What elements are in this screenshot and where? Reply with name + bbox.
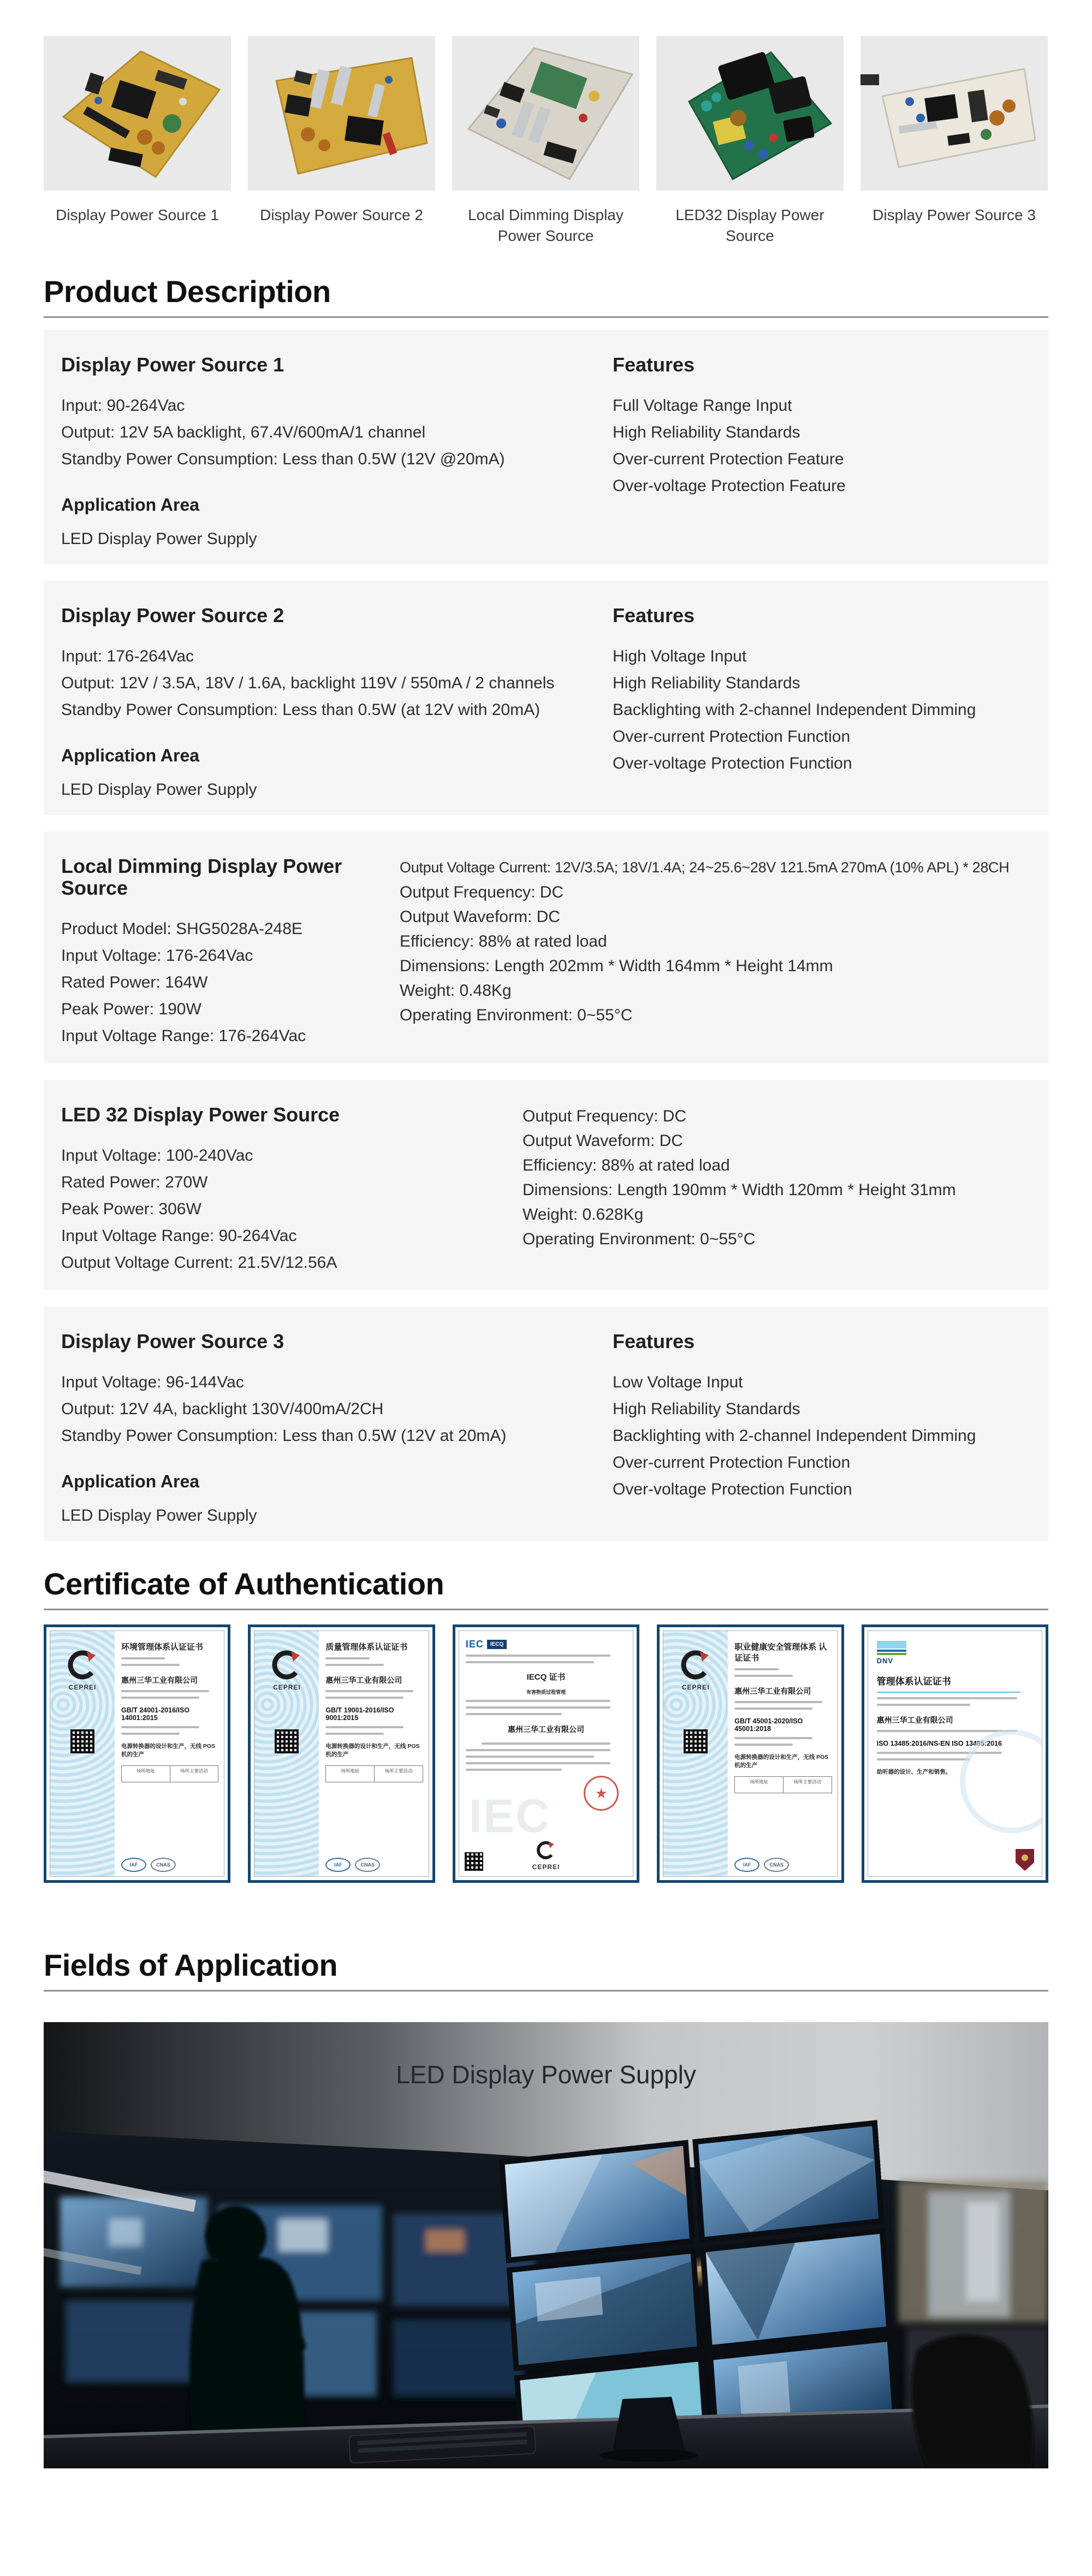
certificate-title: 管理体系认证证书 bbox=[876, 1676, 951, 1687]
card-title: Local Dimming Display Power Source bbox=[61, 855, 342, 899]
certificates-heading: Certificate of Authentication bbox=[44, 1567, 444, 1601]
spec-line: Input: 176-264Vac bbox=[61, 647, 194, 665]
gallery-caption-5: Display Power Source 3 bbox=[873, 206, 1036, 223]
spec-card-display-power-source-3 bbox=[44, 1307, 1048, 1541]
application-area-value: LED Display Power Supply bbox=[61, 530, 257, 548]
feature-line: Over-current Protection Function bbox=[613, 728, 851, 746]
certificate-standard: ISO 13485:2016/NS-EN ISO 13485:2016 bbox=[876, 1740, 1002, 1747]
spec-line: Output: 12V 5A backlight, 67.4V/600mA/1 channel bbox=[61, 423, 426, 441]
gallery-caption-4: LED32 Display Power Source bbox=[675, 206, 824, 244]
card-title: Display Power Source 1 bbox=[61, 353, 284, 376]
cnas-badge-icon: CNAS bbox=[151, 1858, 176, 1872]
spec-line: Input: 90-264Vac bbox=[61, 397, 185, 415]
card-title: Display Power Source 3 bbox=[61, 1330, 284, 1352]
spec-line: Efficiency: 88% at rated load bbox=[523, 1156, 730, 1174]
certificate-company: 惠州三华工业有限公司 bbox=[121, 1676, 198, 1685]
dnv-logo-icon bbox=[877, 1641, 1033, 1665]
certificate-watermark-strip bbox=[254, 1631, 319, 1876]
features-heading: Features bbox=[613, 604, 695, 627]
certificate-scope: 助听器的设计、生产和销售。 bbox=[876, 1769, 952, 1775]
spec-line: Output Voltage Current: 12V/3.5A; 18V/1.4A; 24~25.6~28V 121.5mA 270mA (10% APL) * 28CH bbox=[400, 859, 1010, 876]
ceprei-logo-label: CEPREI bbox=[532, 1863, 560, 1871]
iec-watermark: IEC bbox=[468, 1790, 551, 1842]
gallery-item-3[interactable] bbox=[452, 36, 639, 246]
ceprei-logo-label: CEPREI bbox=[273, 1683, 301, 1691]
ceprei-logo-label: CEPREI bbox=[68, 1683, 97, 1691]
gallery-caption-1: Display Power Source 1 bbox=[56, 206, 219, 223]
qr-code-icon bbox=[684, 1729, 708, 1753]
table-col-2: 场所主要活动 bbox=[374, 1766, 423, 1782]
table-col-1: 场所地址 bbox=[341, 1768, 360, 1774]
pcb-board-illustration bbox=[860, 36, 1048, 191]
certificate-environmental bbox=[44, 1624, 230, 1883]
application-photo-label: LED Display Power Supply bbox=[396, 2060, 696, 2089]
iec-logo-icon: IEC bbox=[465, 1639, 484, 1650]
gallery-caption-3: Local Dimming Display Power Source bbox=[468, 206, 624, 244]
spec-line: Operating Environment: 0~55°C bbox=[523, 1230, 756, 1248]
heading-divider bbox=[44, 316, 1048, 318]
spec-line: Dimensions: Length 190mm * Width 120mm * Height 31mm bbox=[523, 1181, 956, 1199]
spec-line: Rated Power: 164W bbox=[61, 973, 208, 991]
iecq-logo-icon: IECQ bbox=[487, 1640, 507, 1649]
spec-line: Input Voltage: 176-264Vac bbox=[61, 947, 253, 965]
qr-code-icon bbox=[275, 1729, 299, 1753]
product-photo-1 bbox=[44, 36, 231, 191]
certificate-company: 惠州三华工业有限公司 bbox=[734, 1687, 811, 1695]
spec-line: Standby Power Consumption: Less than 0.5W (12V at 20mA) bbox=[61, 1427, 507, 1445]
certificate-scope: 电源转换器的设计和生产，无线 POS 机的生产 bbox=[325, 1743, 420, 1758]
iaf-badge-icon: IAF bbox=[121, 1858, 146, 1872]
spec-line: Peak Power: 190W bbox=[61, 1000, 201, 1018]
spec-line: Operating Environment: 0~55°C bbox=[400, 1006, 633, 1024]
product-photo-2 bbox=[248, 36, 435, 191]
application-area-heading: Application Area bbox=[61, 495, 200, 515]
features-heading: Features bbox=[613, 1330, 695, 1352]
cnas-badge-icon: CNAS bbox=[764, 1858, 789, 1872]
spec-line: Dimensions: Length 202mm * Width 164mm * Height 14mm bbox=[400, 957, 833, 975]
spec-card-led32 bbox=[44, 1080, 1048, 1290]
certificate-company: 惠州三华工业有限公司 bbox=[876, 1716, 953, 1724]
dnv-logo-label: DNV bbox=[876, 1657, 894, 1665]
certificate-occupational-health bbox=[657, 1624, 844, 1883]
spec-line: Efficiency: 88% at rated load bbox=[400, 932, 607, 950]
feature-line: Low Voltage Input bbox=[613, 1373, 743, 1391]
certificate-iecq bbox=[453, 1624, 639, 1883]
feature-line: High Voltage Input bbox=[613, 647, 747, 665]
spec-card-display-power-source-1 bbox=[44, 330, 1048, 564]
certificate-watermark-strip bbox=[663, 1631, 728, 1876]
feature-line: Backlighting with 2-channel Independent Dimming bbox=[613, 1427, 976, 1445]
certificate-scope: 电源转换器的设计和生产，无线 POS 机的生产 bbox=[121, 1743, 216, 1758]
spec-line: Output: 12V / 3.5A, 18V / 1.6A, backlight 119V / 550mA / 2 channels bbox=[61, 674, 555, 692]
ceprei-logo-icon bbox=[65, 1646, 100, 1681]
spec-line: Output Waveform: DC bbox=[523, 1132, 683, 1150]
certificate-company: 惠州三华工业有限公司 bbox=[508, 1725, 585, 1734]
spec-line: Standby Power Consumption: Less than 0.5W (12V @20mA) bbox=[61, 450, 505, 468]
certificate-title: IECQ 证书 bbox=[526, 1673, 566, 1682]
dnv-crest-icon bbox=[1016, 1849, 1034, 1871]
feature-line: Over-current Protection Feature bbox=[613, 450, 844, 468]
red-stamp-icon: ★ bbox=[584, 1776, 619, 1811]
qr-code-icon bbox=[70, 1729, 94, 1753]
ceprei-logo-icon bbox=[535, 1839, 557, 1860]
certificate-table bbox=[325, 1765, 423, 1782]
spec-line: Input Voltage: 96-144Vac bbox=[61, 1373, 244, 1391]
feature-line: Full Voltage Range Input bbox=[613, 397, 792, 415]
spec-line: Output Waveform: DC bbox=[400, 908, 560, 926]
gallery-caption-2: Display Power Source 2 bbox=[260, 206, 423, 223]
ceprei-logo-icon bbox=[678, 1646, 713, 1681]
certificate-standard: GB/T 24001-2016/ISO 14001:2015 bbox=[121, 1706, 190, 1722]
spec-line: Standby Power Consumption: Less than 0.5W (at 12V with 20mA) bbox=[61, 701, 541, 719]
spec-line: Output: 12V 4A, backlight 130V/400mA/2CH bbox=[61, 1400, 384, 1418]
fields-of-application-heading: Fields of Application bbox=[44, 1948, 338, 1982]
certificate-dnv bbox=[862, 1624, 1048, 1883]
card-title: Display Power Source 2 bbox=[61, 604, 284, 627]
gallery-item-2[interactable] bbox=[248, 36, 435, 246]
spec-card-local-dimming bbox=[44, 831, 1048, 1064]
spec-line: Input Voltage Range: 176-264Vac bbox=[61, 1027, 306, 1045]
card-title: LED 32 Display Power Source bbox=[61, 1103, 340, 1126]
control-room-illustration bbox=[44, 2022, 1048, 2468]
table-col-1: 场所地址 bbox=[750, 1779, 769, 1785]
page-content bbox=[44, 0, 1048, 2496]
gallery-item-4[interactable] bbox=[656, 36, 844, 246]
certificate-quality bbox=[248, 1624, 435, 1883]
product-photo-3 bbox=[452, 36, 639, 191]
certificate-standard: GB/T 45001-2020/ISO 45001:2018 bbox=[734, 1717, 803, 1733]
certificate-title: 环境管理体系认证证书 bbox=[121, 1643, 204, 1652]
spec-line: Peak Power: 306W bbox=[61, 1200, 201, 1218]
pcb-board-illustration bbox=[44, 36, 231, 191]
ceprei-logo-label: CEPREI bbox=[681, 1683, 710, 1691]
certificate-title: 职业健康安全管理体系 认证证书 bbox=[734, 1643, 827, 1663]
feature-line: Over-current Protection Function bbox=[613, 1454, 851, 1472]
certificate-table bbox=[734, 1776, 832, 1793]
feature-line: High Reliability Standards bbox=[613, 1400, 800, 1418]
certificate-scope: 电源转换器的设计和生产，无线 POS 机的生产 bbox=[734, 1754, 829, 1769]
spec-line: Output Voltage Current: 21.5V/12.56A bbox=[61, 1254, 337, 1272]
spec-line: Output Frequency: DC bbox=[523, 1107, 687, 1125]
feature-line: Over-voltage Protection Function bbox=[613, 754, 852, 772]
certificate-subtitle: 有害物质过程管理 bbox=[526, 1689, 566, 1695]
application-area-value: LED Display Power Supply bbox=[61, 1506, 257, 1525]
table-col-1: 场所地址 bbox=[136, 1768, 155, 1774]
product-photo-5 bbox=[860, 36, 1048, 191]
spec-cards bbox=[44, 330, 1048, 1541]
product-gallery bbox=[44, 0, 1048, 246]
gallery-item-5[interactable] bbox=[860, 36, 1048, 246]
spec-line: Input Voltage: 100-240Vac bbox=[61, 1147, 253, 1165]
product-description-heading: Product Description bbox=[44, 274, 331, 309]
feature-line: Over-voltage Protection Function bbox=[613, 1480, 852, 1498]
iaf-badge-icon: IAF bbox=[734, 1858, 759, 1872]
qr-code-icon bbox=[465, 1852, 483, 1871]
application-area-heading: Application Area bbox=[61, 746, 200, 765]
table-col-2: 场所主要活动 bbox=[170, 1766, 218, 1782]
pcb-board-illustration bbox=[452, 36, 639, 191]
spec-line: Weight: 0.628Kg bbox=[523, 1206, 644, 1224]
feature-line: Backlighting with 2-channel Independent Dimming bbox=[613, 701, 976, 719]
ceprei-logo-icon bbox=[269, 1646, 304, 1681]
features-heading: Features bbox=[613, 353, 695, 376]
product-photo-4 bbox=[656, 36, 844, 191]
iaf-badge-icon: IAF bbox=[325, 1858, 351, 1872]
application-area-value: LED Display Power Supply bbox=[61, 781, 257, 799]
spec-card-display-power-source-2 bbox=[44, 581, 1048, 815]
certificate-company: 惠州三华工业有限公司 bbox=[325, 1676, 402, 1685]
certificate-title: 质量管理体系认证证书 bbox=[325, 1643, 408, 1652]
pcb-board-illustration bbox=[248, 36, 435, 191]
application-area-heading: Application Area bbox=[61, 1472, 200, 1491]
pcb-board-illustration bbox=[656, 36, 844, 191]
application-photo bbox=[44, 2022, 1048, 2471]
table-col-2: 场所主要活动 bbox=[783, 1777, 832, 1793]
heading-divider bbox=[44, 1990, 1048, 1992]
heading-divider bbox=[44, 1609, 1048, 1610]
feature-line: High Reliability Standards bbox=[613, 674, 800, 692]
certificates-row bbox=[44, 1624, 1048, 1883]
spec-line: Product Model: SHG5028A-248E bbox=[61, 920, 302, 938]
feature-line: High Reliability Standards bbox=[613, 423, 800, 441]
cnas-badge-icon: CNAS bbox=[355, 1858, 380, 1872]
spec-line: Input Voltage Range: 90-264Vac bbox=[61, 1227, 297, 1245]
certificate-watermark-strip bbox=[50, 1631, 115, 1876]
spec-line: Rated Power: 270W bbox=[61, 1173, 208, 1191]
spec-line: Weight: 0.48Kg bbox=[400, 982, 512, 1000]
feature-line: Over-voltage Protection Feature bbox=[613, 477, 846, 495]
certificate-standard: GB/T 19001-2016/ISO 9001:2015 bbox=[325, 1706, 394, 1722]
certificate-table bbox=[121, 1765, 218, 1782]
spec-line: Output Frequency: DC bbox=[400, 883, 564, 901]
gallery-item-1[interactable] bbox=[44, 36, 231, 246]
